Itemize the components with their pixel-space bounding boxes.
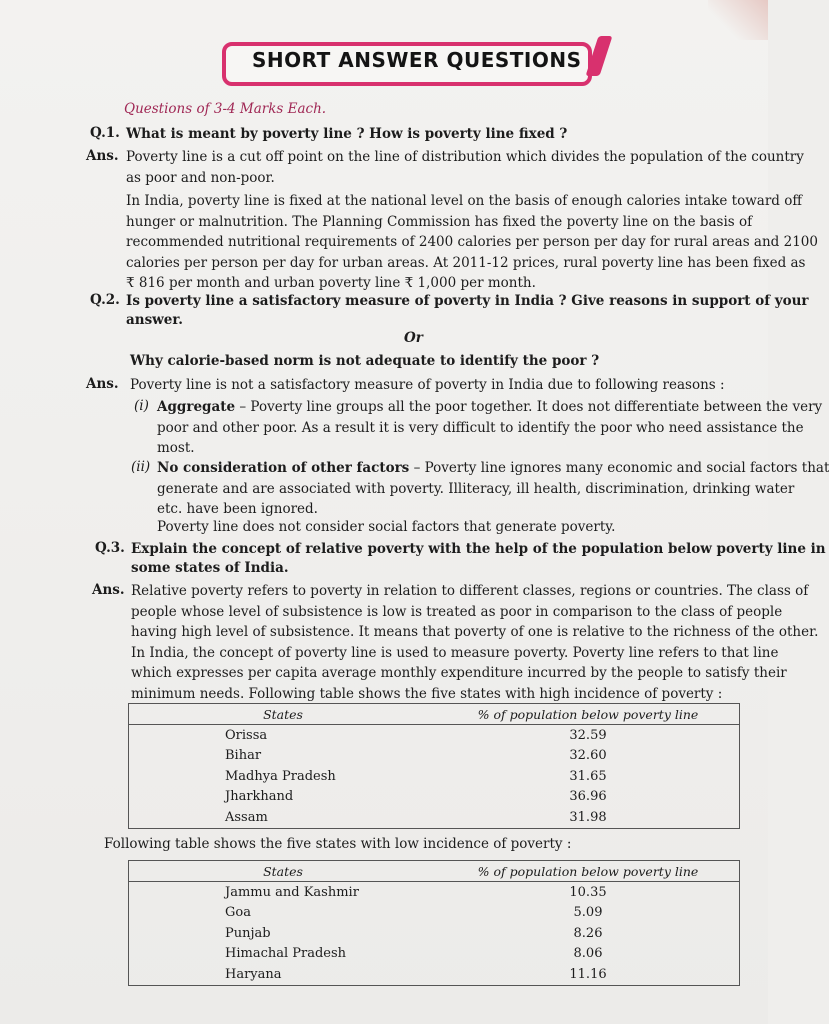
list-item-line xyxy=(157,397,822,418)
marks-subtitle: Questions of 3-4 Marks Each. xyxy=(124,101,327,117)
percent-cell: 36.96 xyxy=(569,789,607,805)
state-cell: Jharkhand xyxy=(225,789,294,805)
list-item-line: poor and other poor. As a result it is very difficult to identify the poor who need assistance the xyxy=(157,419,804,436)
table-row xyxy=(129,903,740,924)
question-line: answer. xyxy=(126,312,183,328)
table-header-row xyxy=(129,861,740,882)
percent-cell: 8.06 xyxy=(573,946,603,962)
answer-line: In India, poverty line is fixed at the national level on the basis of enough calories intake toward off xyxy=(126,193,802,209)
answer-label: Ans. xyxy=(92,582,125,598)
column-header-percent: % of population below poverty line xyxy=(437,704,740,725)
state-cell: Himachal Pradesh xyxy=(225,946,347,962)
answer-line: In India, the concept of poverty line is used to measure poverty. Poverty line refers to that line xyxy=(131,644,779,661)
state-cell: Jammu and Kashmir xyxy=(225,884,359,900)
answer-line: Poverty line is a cut off point on the line of distribution which divides the population of the country xyxy=(126,149,804,165)
table-header-row xyxy=(129,704,740,725)
column-header-states: States xyxy=(129,861,438,882)
state-cell: Goa xyxy=(225,905,251,921)
percent-cell: 32.60 xyxy=(569,748,607,764)
table-row xyxy=(129,882,740,903)
percent-cell: 31.65 xyxy=(569,768,607,784)
page-corner-shadow xyxy=(708,0,768,40)
high-poverty-table xyxy=(128,703,740,829)
answer-label: Ans. xyxy=(86,148,119,164)
list-item-marker xyxy=(131,459,150,475)
state-cell: Orissa xyxy=(225,727,268,743)
answer-line: having high level of subsistence. It means that poverty of one is relative to the richness of the other. xyxy=(131,624,819,640)
closing-sentence: Poverty line does not consider social factors that generate poverty. xyxy=(157,519,616,535)
percent-cell: 5.09 xyxy=(573,905,603,921)
answer-line: as poor and non-poor. xyxy=(126,169,275,186)
item-text: – Poverty line ignores many economic and social factors that xyxy=(409,460,829,476)
answer-line: people whose level of subsistence is low is treated as poor in comparison to the class of people xyxy=(131,603,783,620)
table-row xyxy=(129,787,740,808)
question-text xyxy=(131,540,826,578)
table-row xyxy=(129,944,740,965)
question-text: What is meant by poverty line ? How is poverty line fixed ? xyxy=(126,126,568,142)
item-number: (i) xyxy=(134,398,149,414)
list-item xyxy=(157,458,829,520)
answer-paragraph xyxy=(126,191,818,294)
list-item-marker xyxy=(134,398,149,414)
answer-line: which expresses per capita average monthly expenditure incurred by the people to satisfy their xyxy=(131,665,787,681)
answer-line: calories per person per day for urban areas. At 2011-12 prices, rural poverty line has been fixed as xyxy=(126,254,806,271)
list-item xyxy=(157,397,822,459)
answer-line: ₹ 816 per month and urban poverty line ₹ 1,000 per month. xyxy=(126,275,536,291)
question-line: Is poverty line a satisfactory measure of poverty in India ? Give reasons in support of your xyxy=(126,293,809,309)
question-number: Q.1. xyxy=(90,125,120,141)
state-cell: Assam xyxy=(129,807,438,828)
table-row xyxy=(129,725,740,746)
state-cell: Madhya Pradesh xyxy=(225,768,336,784)
item-number: (ii) xyxy=(131,459,151,475)
item-text: – Poverty line groups all the poor together. It does not differentiate between the very xyxy=(235,399,823,415)
answer-label: Ans. xyxy=(86,376,119,392)
or-separator: Or xyxy=(404,330,423,346)
list-item-line: generate and are associated with poverty. Illiteracy, ill health, discrimination, drinking water xyxy=(157,480,795,497)
answer-line: recommended nutritional requirements of 2400 calories per person per day for rural areas and 2100 xyxy=(126,234,818,250)
table-row xyxy=(129,766,740,787)
question-number: Q.2. xyxy=(90,292,120,308)
table-row xyxy=(129,746,740,767)
percent-cell: 11.16 xyxy=(437,964,740,985)
low-poverty-table xyxy=(128,860,740,986)
list-item-line: most. xyxy=(157,440,195,456)
percent-cell: 10.35 xyxy=(569,884,607,900)
column-header-states: States xyxy=(129,704,438,725)
table-intro-text: Following table shows the five states with low incidence of poverty : xyxy=(104,836,572,852)
item-title: No consideration of other factors xyxy=(157,460,410,476)
question-number: Q.3. xyxy=(95,540,125,556)
answer-line: minimum needs. Following table shows the five states with high incidence of poverty : xyxy=(131,685,723,702)
answer-paragraph xyxy=(126,147,804,188)
percent-cell: 31.98 xyxy=(437,807,740,828)
answer-paragraph xyxy=(131,581,818,704)
list-item-line xyxy=(157,458,829,479)
percent-cell: 32.59 xyxy=(569,727,607,743)
alternate-question: Why calorie-based norm is not adequate to identify the poor ? xyxy=(130,353,600,369)
answer-line: Relative poverty refers to poverty in relation to different classes, regions or countries. The class of xyxy=(131,583,809,599)
answer-intro: Poverty line is not a satisfactory measure of poverty in India due to following reasons : xyxy=(130,377,725,393)
column-header-percent: % of population below poverty line xyxy=(437,861,740,882)
list-item-line: etc. have been ignored. xyxy=(157,501,318,517)
item-title: Aggregate xyxy=(157,399,236,415)
table-row xyxy=(129,923,740,944)
state-cell: Bihar xyxy=(225,748,262,764)
question-line: Explain the concept of relative poverty with the help of the population below poverty line in xyxy=(131,541,826,557)
question-line: some states of India. xyxy=(131,560,289,576)
percent-cell: 8.26 xyxy=(573,925,603,941)
table-row xyxy=(129,807,740,828)
answer-line: hunger or malnutrition. The Planning Commission has fixed the poverty line on the basis of xyxy=(126,213,753,230)
state-cell: Punjab xyxy=(225,925,271,941)
section-heading: SHORT ANSWER QUESTIONS xyxy=(252,48,582,72)
state-cell: Haryana xyxy=(129,964,438,985)
question-text xyxy=(126,292,809,330)
table-row xyxy=(129,964,740,985)
